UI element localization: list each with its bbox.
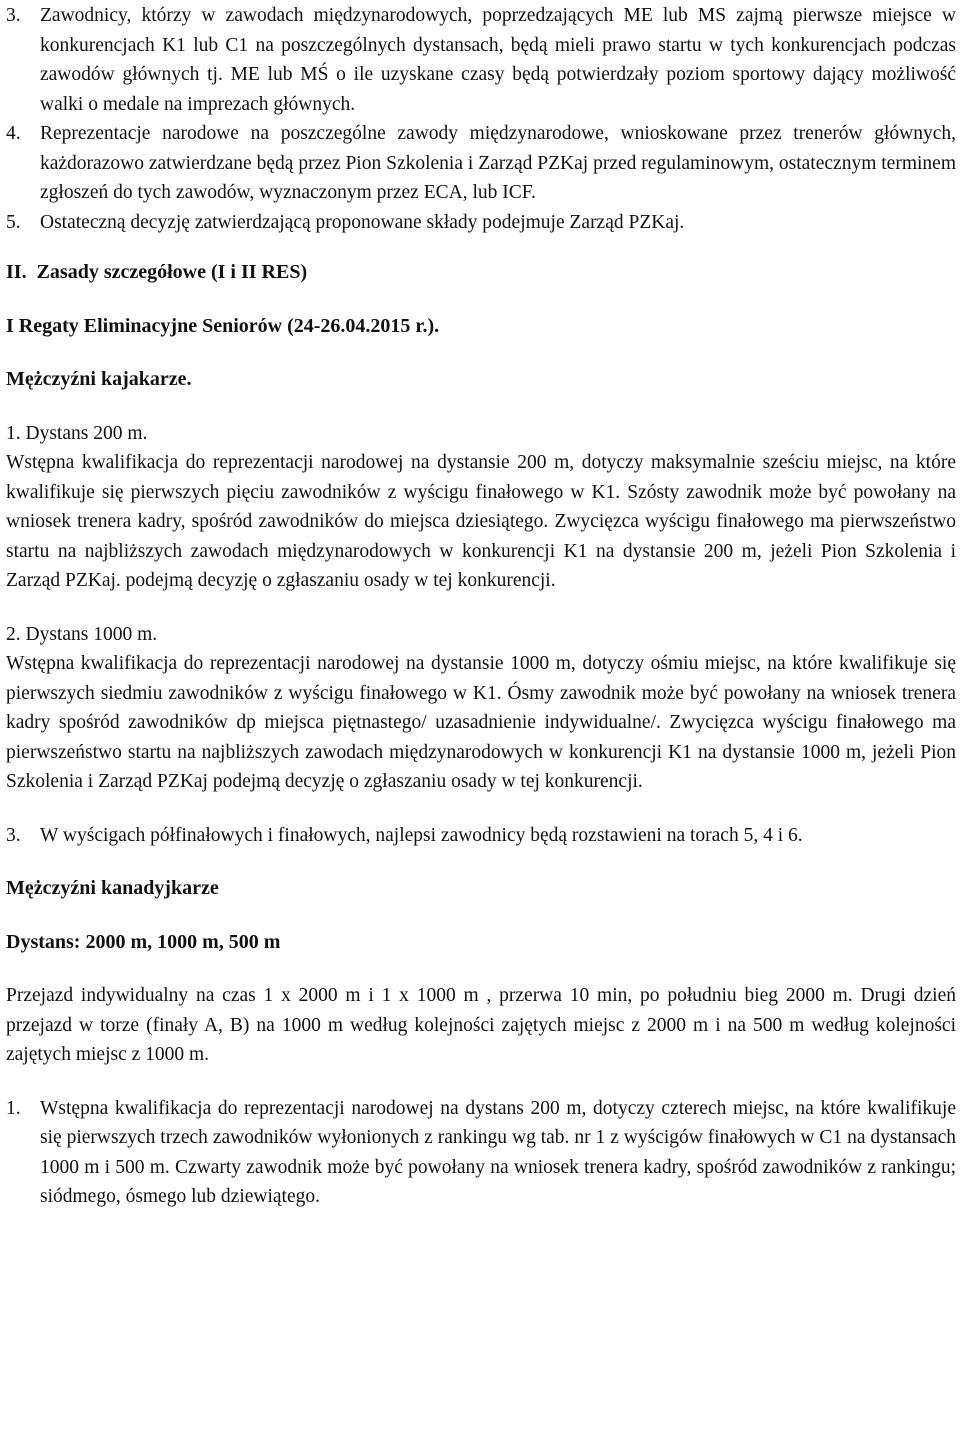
list-number: 1. [6, 1097, 21, 1119]
list-item-3 [6, 1, 956, 119]
distance-200-text: Wstępna kwalifikacja do reprezentacji narodowej na dystansie 200 m, dotyczy maksymalnie sześciu miejsc, na które kwalifikuje się pierwszych pięciu zawodników z wyścigu finałowego w K1. Szósty zawodnik może być powołany na wniosek trenera kadry, spośród zawodników do miejsca dziesiątego. Zwycięzca wyścigu finałowego ma pierwszeństwo startu na najbliższych zawodach międzynarodowych w konkurencji K1 na dystansie 200 m, jeżeli Pion Szkolenia i Zarząd PZKaj. podejmą decyzję o zgłaszaniu osady w tej konkurencji. [6, 452, 956, 591]
distance-1000-text: Wstępna kwalifikacja do reprezentacji narodowej na dystansie 1000 m, dotyczy ośmiu miejsc, na które kwalifikuje się pierwszych siedmiu zawodników z wyścigu finałowego w K1. Ósmy zawodnik może być powołany na wniosek trenera kadry spośród zawodników dp miejsca piętnastego/ uzasadnienie indywidualne/. Zwycięzca wyścigu finałowego ma pierwszeństwo startu na najbliższych zawodach międzynarodowych w konkurencji K1 na dystansie 1000 m, jeżeli Pion Szkolenia i Zarząd PZKaj podejmą decyzję o zgłaszaniu osady w tej konkurencji. [6, 653, 956, 792]
men-kayak-heading: Mężczyźni kajakarze. [6, 368, 192, 390]
list-item-5 [6, 208, 956, 238]
list-number: 3. [6, 5, 21, 26]
list-text: Ostateczną decyzję zatwierdzającą proponowane składy podejmuje Zarząd PZKaj. [40, 211, 685, 233]
regatta-heading: I Regaty Eliminacyjne Seniorów (24-26.04.2015 r.). [6, 314, 440, 337]
list-number: 3. [6, 824, 21, 846]
men-canoe-heading: Mężczyźni kanadyjkarze [6, 877, 219, 899]
list-number: 4. [6, 123, 21, 144]
distance-200-title: 1. Dystans 200 m. [6, 422, 148, 444]
section-heading: II. Zasady szczegółowe (I i II RES) [6, 261, 308, 283]
distance-1000-title: 2. Dystans 1000 m. [6, 623, 158, 645]
list-text: W wyścigach półfinałowych i finałowych, najlepsi zawodnicy będą rozstawieni na torach 5, 4 i 6. [40, 824, 803, 846]
list-item-4 [6, 119, 956, 208]
list-item-lanes [6, 821, 956, 851]
list-number: 5. [6, 211, 21, 233]
distances-heading: Dystans: 2000 m, 1000 m, 500 m [6, 930, 281, 953]
list-text: Wstępna kwalifikacja do reprezentacji narodowej na dystans 200 m, dotyczy czterech miejsc, na które kwalifikuje się pierwszych trzech zawodników wyłonionych z rankingu wg tab. nr 1 z wyścigów finałowych w C1 na dystansach 1000 m i 500 m. Czwarty zawodnik może być powołany na wniosek trenera kadry, spośród zawodników z rankingu; siódmego, ósmego lub dziewiątego. [40, 1097, 956, 1207]
list-text: Reprezentacje narodowe na poszczególne zawody międzynarodowe, wnioskowane przez trenerów głównych, każdorazowo zatwierdzane będą przez Pion Szkolenia i Zarząd PZKaj przed regulaminowym, ostatecznym terminem zgłoszeń do tych zawodów, wyznaczonym przez ECA, lub ICF. [40, 123, 956, 203]
list-text: Zawodnicy, którzy w zawodach międzynarodowych, poprzedzających ME lub MS zajmą pierwsze miejsce w konkurencjach K1 lub C1 na poszczególnych dystansach, będą mieli prawo startu w tych konkurencjach podczas zawodów głównych tj. ME lub MŚ o ile uzyskane czasy będą potwierdzały poziom sportowy dający możliwość walki o medale na imprezach głównych. [40, 5, 956, 115]
canoe-list-item-1 [6, 1094, 956, 1212]
canoe-paragraph: Przejazd indywidualny na czas 1 x 2000 m i 1 x 1000 m , przerwa 10 min, po południu bieg 2000 m. Drugi dzień przejazd w torze (finały A, B) na 1000 m według kolejności zajętych miejsc z 2000 m i na 500 m według kolejności zajętych miejsc z 1000 m. [6, 985, 956, 1065]
